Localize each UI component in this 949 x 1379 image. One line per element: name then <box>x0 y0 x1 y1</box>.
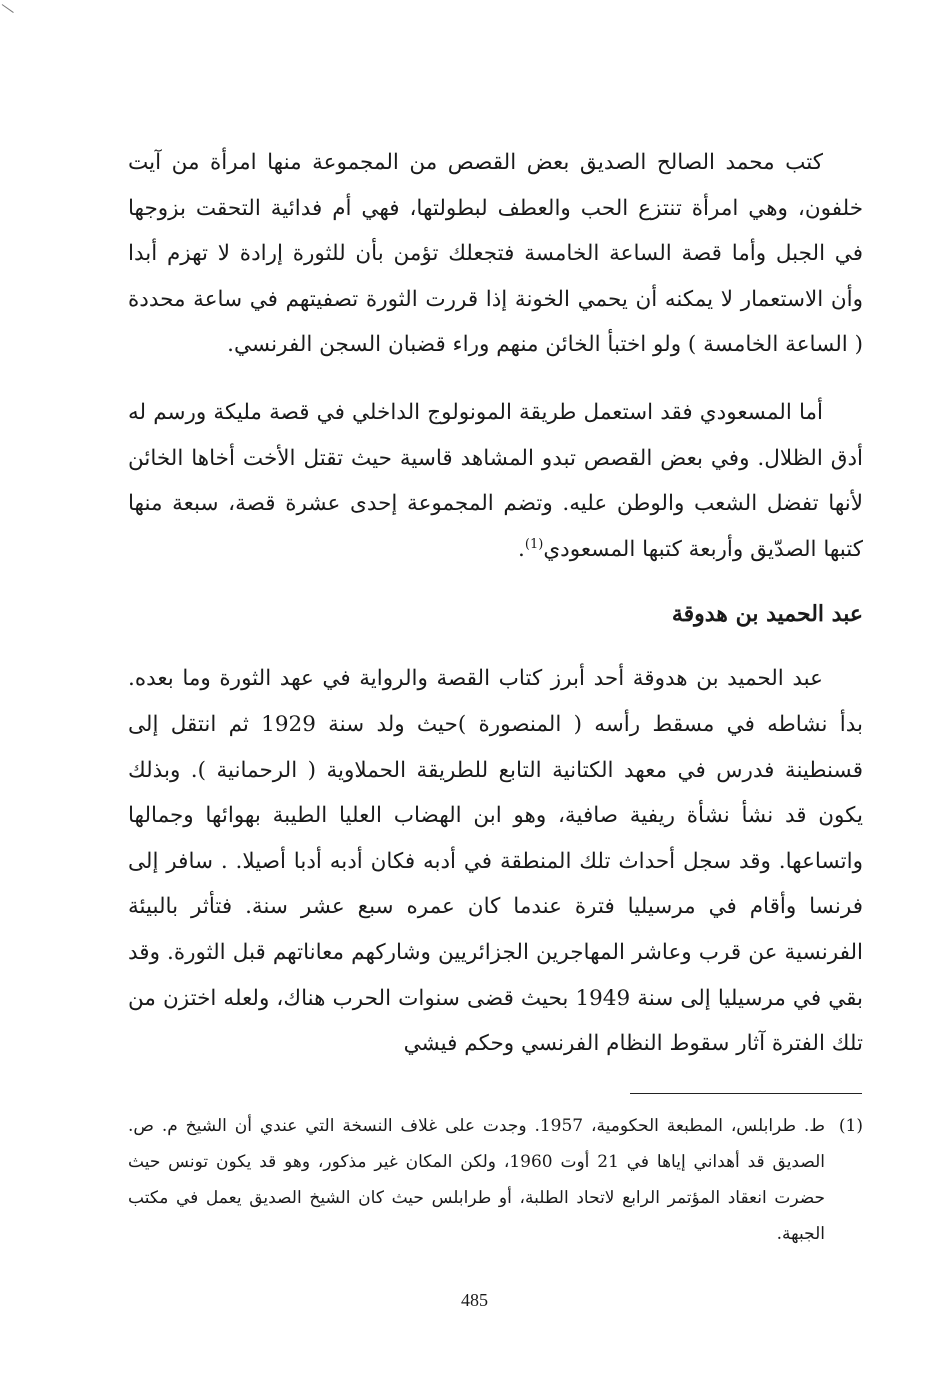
footnote-marker: (1) <box>838 1116 863 1136</box>
section-paragraph-text: عبد الحميد بن هدوقة أحد أبرز كتاب القصة والرواية في عهد الثورة وما بعده. بدأ نشاطه في مسقط رأسه ( المنصورة )حيث ولد سنة 1929 ثم انتقل إلى قسنطينة فدرس في معهد الكتانية التابع للطريقة الحملاوية ( الرحمانية ). وبذلك يكون قد نشأ نشأة ريفية صافية، وهو ابن الهضاب العليا الطيبة بهوائها وجمالها واتساعها. وقد سجل أحداث تلك المنطقة في أدبه فكان أدبه أدبا أصيلا. . سافر إلى فرنسا وأقام في مرسيليا فترة عندما كان عمره سبع عشر سنة. فتأثر بالبيئة الفرنسية عن قرب وعاشر المهاجرين الجزائريين وشاركهم معاناتهم قبل الثورة. وقد بقي في مرسيليا إلى سنة 1949 بحيث قضى سنوات الحرب هناك، ولعله اختزن من تلك الفترة آثار سقوط النظام الفرنسي وحكم فيشي <box>128 666 863 1057</box>
footnote-reference[interactable]: (1) <box>524 536 544 552</box>
page-number: 485 <box>461 1290 488 1310</box>
paragraph-2-body <box>128 390 863 572</box>
footnote-text: ط. طرابلس، المطبعة الحكومية، 1957. وجدت على غلاف النسخة التي عندي أن الشيخ م. ص. الصديق قد أهداني إياها في 21 أوت 1960، ولكن المكان غير مذكور، وهو قد يكون تونس حيث حضرت انعقاد المؤتمر الرابع لاتحاد الطلبة، أو طرابلس حيث كان الشيخ الصديق يعمل في مكتب الجبهة. <box>128 1116 825 1244</box>
footnotes <box>128 1108 863 1252</box>
paragraph-2-tail: . <box>518 536 525 562</box>
paragraph-1-text: كتب محمد الصالح الصديق بعض القصص من المجموعة منها امرأة من آيت خلفون، وهي امرأة تنتزع الحب والعطف لبطولتها، فهي أم فدائية التحقت بزوجها في الجبل وأما قصة الساعة الخامسة فتجعلك تؤمن بأن للثورة إرادة لا تهزم أبدا وأن الاستعمار لا يمكنه أن يحمي الخونة إذا قررت الثورة تصفيتهم في ساعة محددة ( الساعة الخامسة ) ولو اختبأ الخائن منهم وراء قضبان السجن الفرنسي. <box>128 150 863 358</box>
scan-corner-mark <box>2 4 14 13</box>
footnote-divider <box>630 1093 862 1094</box>
footnote-item <box>128 1108 863 1252</box>
paragraph-2-text: أما المسعودي فقد استعمل طريقة المونولوج الداخلي في قصة مليكة ورسم له أدق الظلال. وفي بعض القصص تبدو المشاهد قاسية حيث تقتل الأخت أخاها الخائن لأنها تفضل الشعب والوطن عليه. وتضم المجموعة إحدى عشرة قصة، سبعة منها كتبها الصدّيق وأربعة كتبها المسعودي <box>128 399 863 562</box>
section-paragraph <box>128 656 863 1066</box>
section-heading: عبد الحميد بن هدوقة <box>671 601 863 628</box>
paragraph-1 <box>128 140 863 368</box>
page-body <box>128 140 863 1089</box>
paragraph-2 <box>128 390 863 572</box>
